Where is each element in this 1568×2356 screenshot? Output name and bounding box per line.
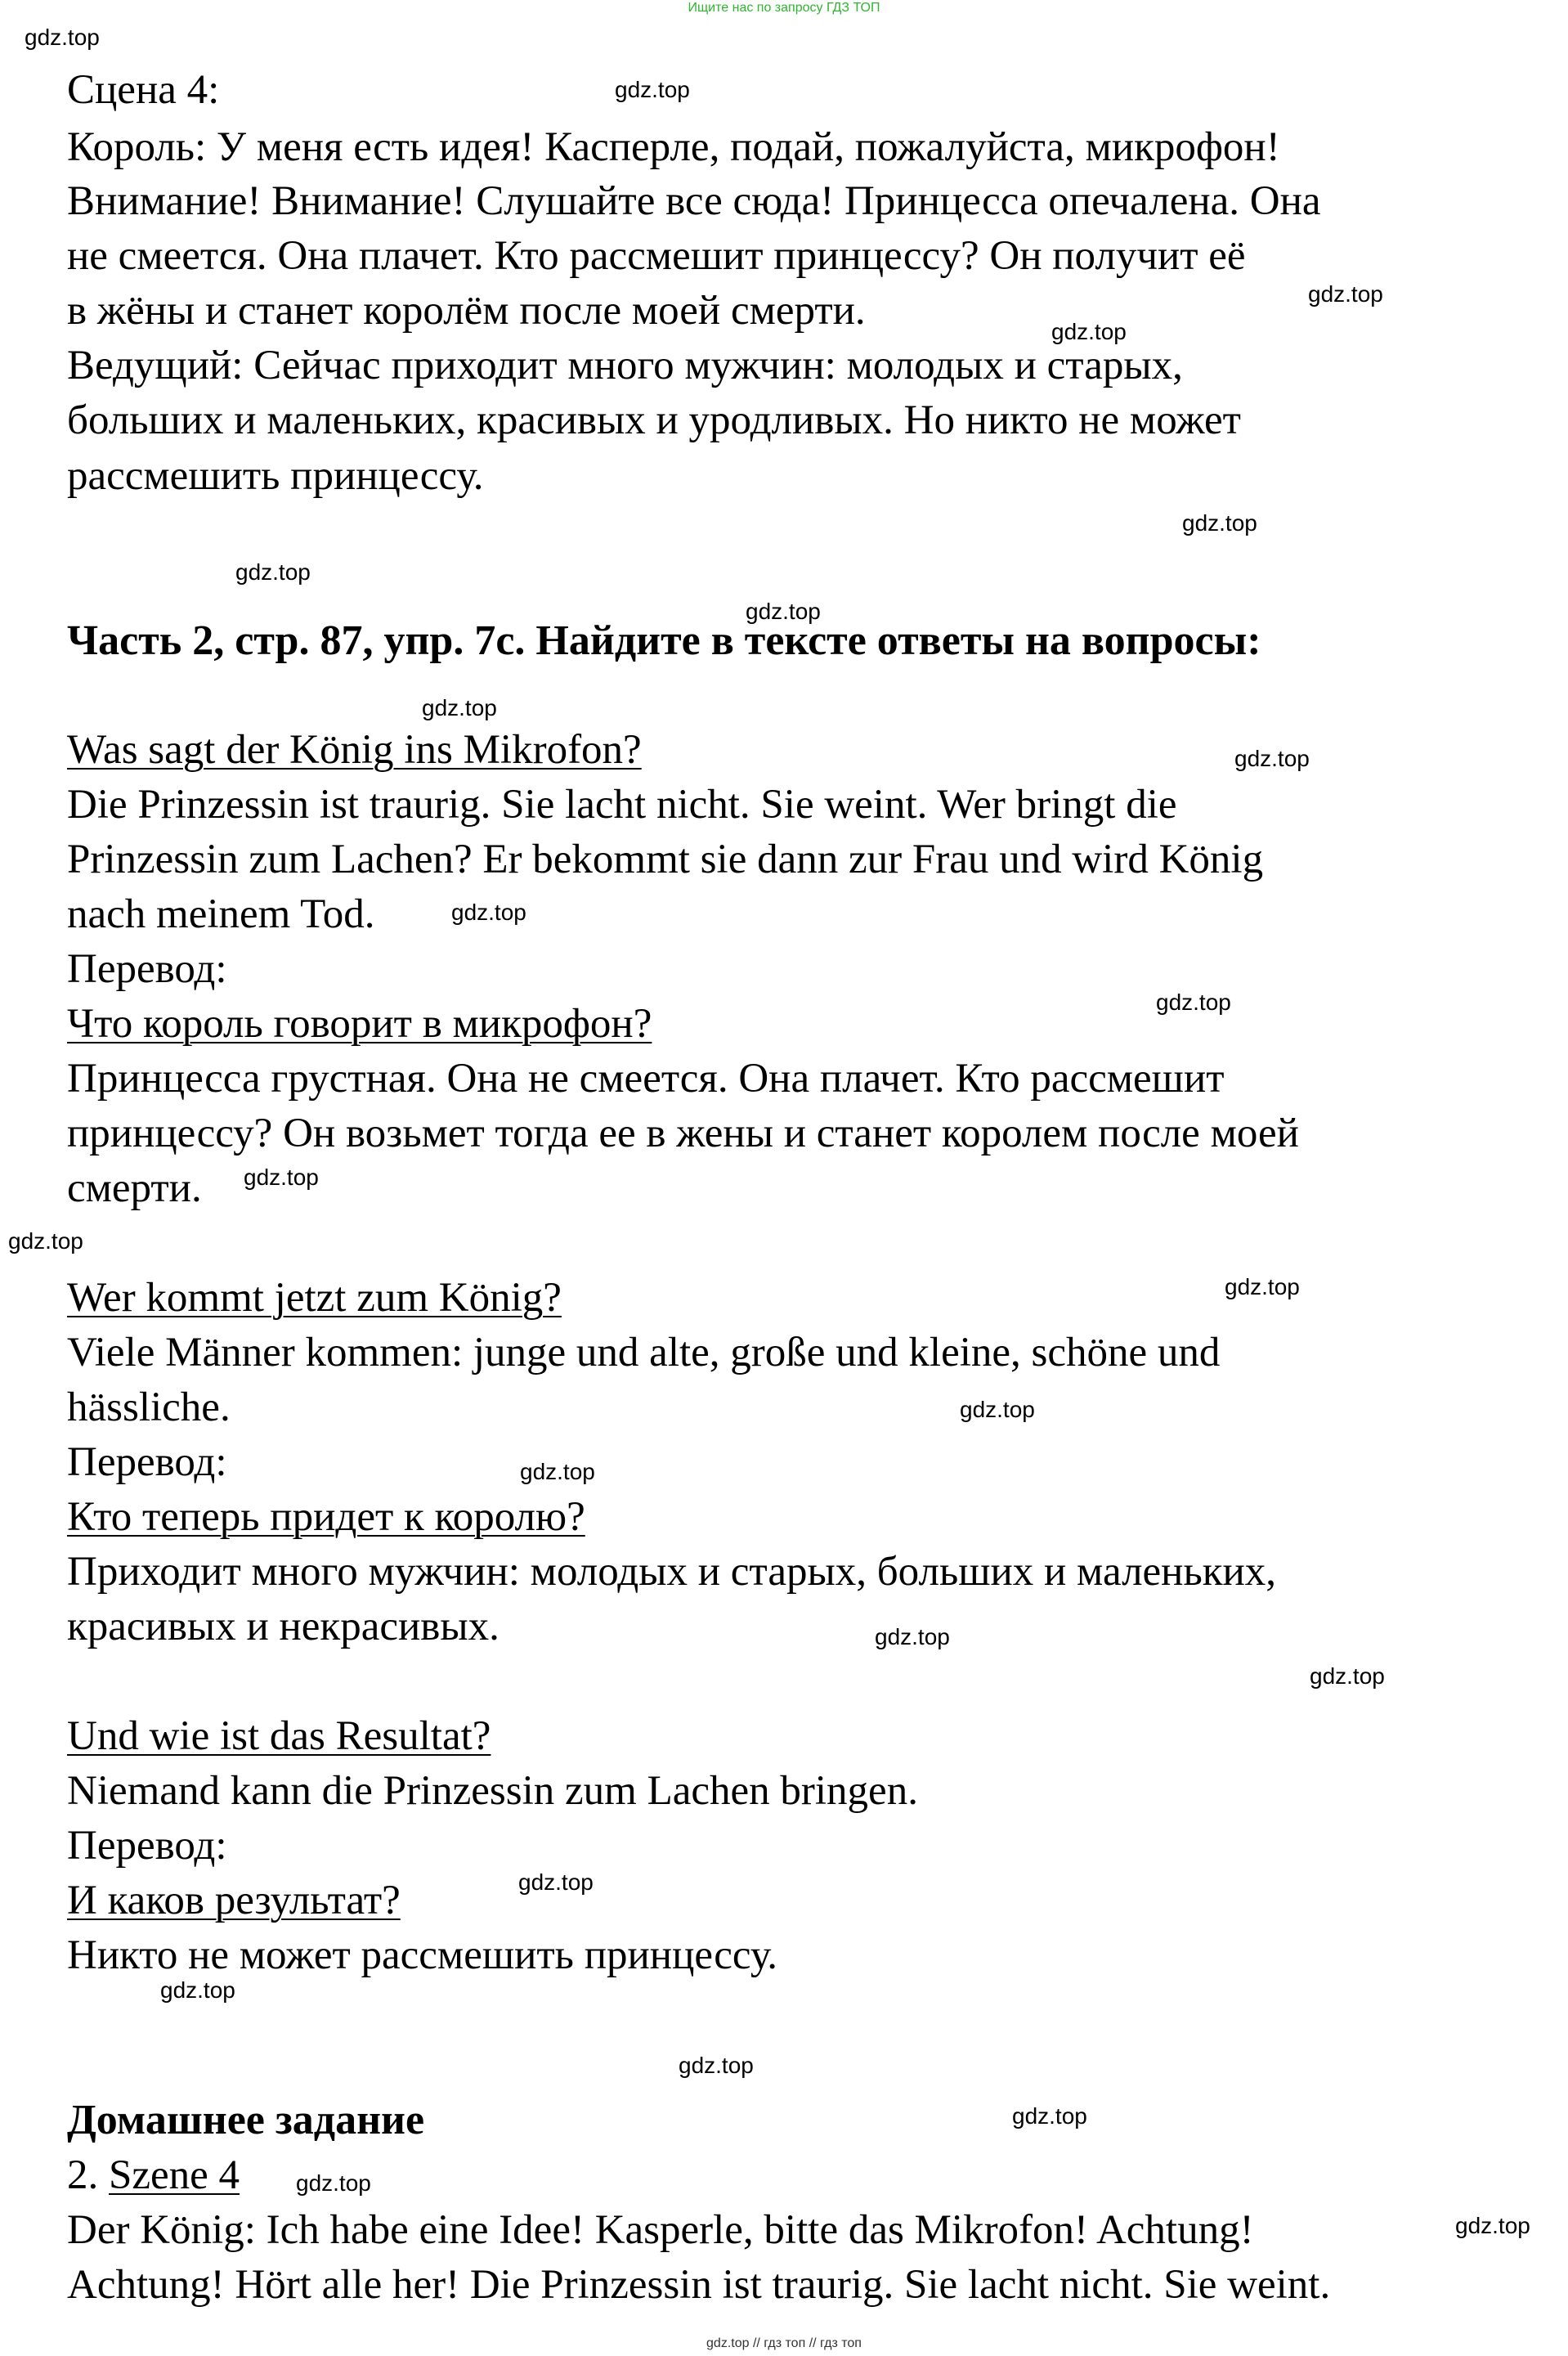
footer-links[interactable]: gdz.top // гдз топ // гдз топ	[706, 2336, 862, 2350]
scene-line: Король: У меня есть идея! Касперле, подай, пожалуйста, микрофон!	[67, 124, 1280, 170]
answer-ru-line: смерти.	[67, 1165, 202, 1211]
answer-de-line: Die Prinzessin ist traurig. Sie lacht nicht. Sie weint. Wer bringt die	[67, 782, 1177, 828]
answer-de-line: Viele Männer kommen: junge und alte, große und kleine, schöne und	[67, 1330, 1221, 1375]
answer-ru-line: принцессу? Он возьмет тогда ее в жены и станет королем после моей	[67, 1111, 1299, 1156]
homework-line: Der König: Ich habe eine Idee! Kasperle, bitte das Mikrofon! Achtung!	[67, 2207, 1254, 2253]
homework-number: 2.	[67, 2152, 99, 2198]
watermark: gdz.top	[1051, 319, 1127, 344]
answer-ru-line: Принцесса грустная. Она не смеется. Она плачет. Кто рассмешит	[67, 1056, 1225, 1102]
homework-subtitle-text: Szene 4	[109, 2152, 240, 2198]
watermark: gdz.top	[875, 1624, 950, 1649]
watermark: gdz.top	[296, 2170, 371, 2196]
watermark: gdz.top	[1455, 2213, 1530, 2238]
watermark: gdz.top	[160, 1977, 235, 2003]
watermark: gdz.top	[1012, 2103, 1087, 2129]
question-ru: Что король говорит в микрофон?	[67, 1001, 652, 1047]
watermark: gdz.top	[244, 1165, 319, 1190]
watermark: gdz.top	[615, 77, 690, 102]
watermark: gdz.top	[520, 1459, 595, 1484]
scene-line: Внимание! Внимание! Слушайте все сюда! Принцесса опечалена. Она	[67, 178, 1321, 224]
answer-de-line: nach meinem Tod.	[67, 891, 375, 937]
answer-ru-line: Приходит много мужчин: молодых и старых, больших и маленьких,	[67, 1549, 1277, 1595]
question-de: Und wie ist das Resultat?	[67, 1713, 491, 1759]
watermark: gdz.top	[518, 1869, 594, 1895]
scene-line: больших и маленьких, красивых и уродливых. Но никто не может	[67, 397, 1241, 443]
watermark: gdz.top	[746, 599, 821, 624]
homework-subtitle	[67, 2151, 240, 2200]
watermark: gdz.top	[422, 695, 497, 720]
homework-line: Achtung! Hört alle her! Die Prinzessin ist traurig. Sie lacht nicht. Sie weint.	[67, 2262, 1331, 2308]
answer-ru-line: Никто не может рассмешить принцессу.	[67, 1932, 778, 1978]
answer-de-line: hässliche.	[67, 1384, 231, 1430]
translation-label: Перевод:	[67, 946, 227, 992]
watermark: gdz.top	[1182, 510, 1257, 536]
watermark: gdz.top	[8, 1228, 83, 1254]
watermark: gdz.top	[1225, 1274, 1300, 1299]
scene-line: не смеется. Она плачет. Кто рассмешит принцессу? Он получит её	[67, 233, 1246, 279]
watermark: gdz.top	[1156, 990, 1231, 1015]
watermark: gdz.top	[1234, 746, 1310, 771]
watermark: gdz.top	[960, 1397, 1035, 1422]
question-ru: И каков результат?	[67, 1878, 401, 1923]
scene-line: Ведущий: Сейчас приходит много мужчин: молодых и старых,	[67, 343, 1183, 388]
question-ru: Кто теперь придет к королю?	[67, 1494, 585, 1540]
answer-de-line: Niemand kann die Prinzessin zum Lachen bringen.	[67, 1768, 918, 1814]
watermark: gdz.top	[679, 2053, 754, 2078]
translation-label: Перевод:	[67, 1439, 227, 1485]
watermark: gdz.top	[1310, 1663, 1385, 1689]
watermark: gdz.top	[25, 25, 100, 50]
watermark: gdz.top	[235, 559, 311, 585]
question-de: Wer kommt jetzt zum König?	[67, 1275, 562, 1321]
scene-line: в жёны и станет королём после моей смерти.	[67, 288, 866, 334]
translation-label: Перевод:	[67, 1823, 227, 1869]
homework-heading: Домашнее задание	[67, 2097, 425, 2143]
answer-ru-line: красивых и некрасивых.	[67, 1604, 500, 1649]
watermark: gdz.top	[451, 900, 526, 925]
answer-de-line: Prinzessin zum Lachen? Er bekommt sie dann zur Frau und wird König	[67, 837, 1264, 882]
scene-heading: Сцена 4:	[67, 67, 220, 113]
watermark: gdz.top	[1308, 281, 1383, 307]
question-de: Was sagt der König ins Mikrofon?	[67, 727, 642, 773]
scene-line: рассмешить принцессу.	[67, 453, 484, 499]
top-banner-link[interactable]: Ищите нас по запросу ГДЗ ТОП	[688, 1, 880, 15]
task-heading: Часть 2, стр. 87, упр. 7c. Найдите в тексте ответы на вопросы:	[67, 617, 1261, 664]
